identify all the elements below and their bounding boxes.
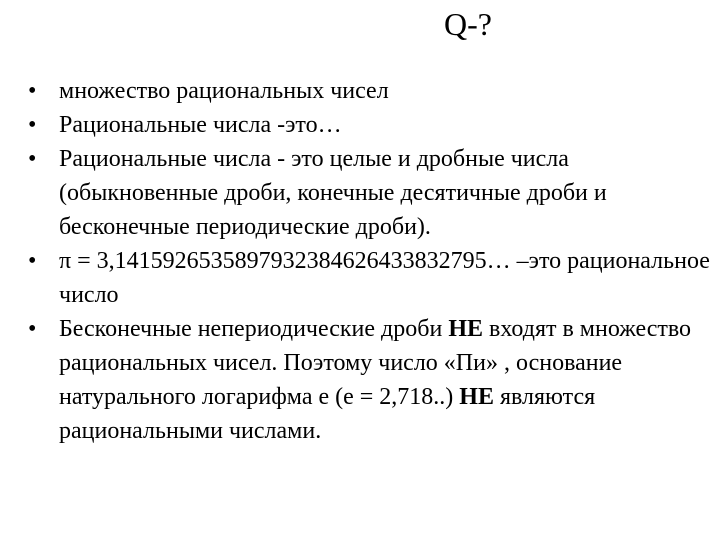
bullet-icon: • [28, 78, 37, 104]
bullet-text: π = 3,1415926535897932384626433832795… –это рациональное число [59, 248, 710, 308]
emphasis-not: НЕ [448, 316, 483, 342]
bullet-item-3 [28, 142, 712, 244]
bullet-list [28, 74, 712, 448]
bullet-text: множество рациональных чисел [59, 78, 389, 104]
bullet-text: Рациональные числа - это целые и дробные числа (обыкновенные дроби, конечные десятичные дроби и бесконечные периодические дроби). [59, 146, 607, 240]
bullet-item-2 [28, 108, 712, 142]
bullet-icon: • [28, 248, 37, 274]
text-segment: Бесконечные непериодические дроби [59, 316, 449, 342]
bullet-text [59, 316, 691, 444]
bullet-icon: • [28, 112, 37, 138]
text-segment: входят в множество рациональных чисел. Поэтому число «Пи» , основание натурального логарифма е (е = 2,718..) [59, 316, 692, 410]
bullet-item-5 [28, 312, 712, 448]
bullet-icon: • [28, 146, 37, 172]
bullet-item-1 [28, 74, 712, 108]
bullet-icon: • [28, 316, 37, 342]
bullet-text: Рациональные числа -это… [59, 112, 342, 138]
bullet-item-4 [28, 244, 712, 312]
emphasis-not: НЕ [459, 384, 494, 410]
slide-title: Q-? [444, 6, 492, 42]
text-segment: являются рациональными числами. [59, 384, 596, 444]
